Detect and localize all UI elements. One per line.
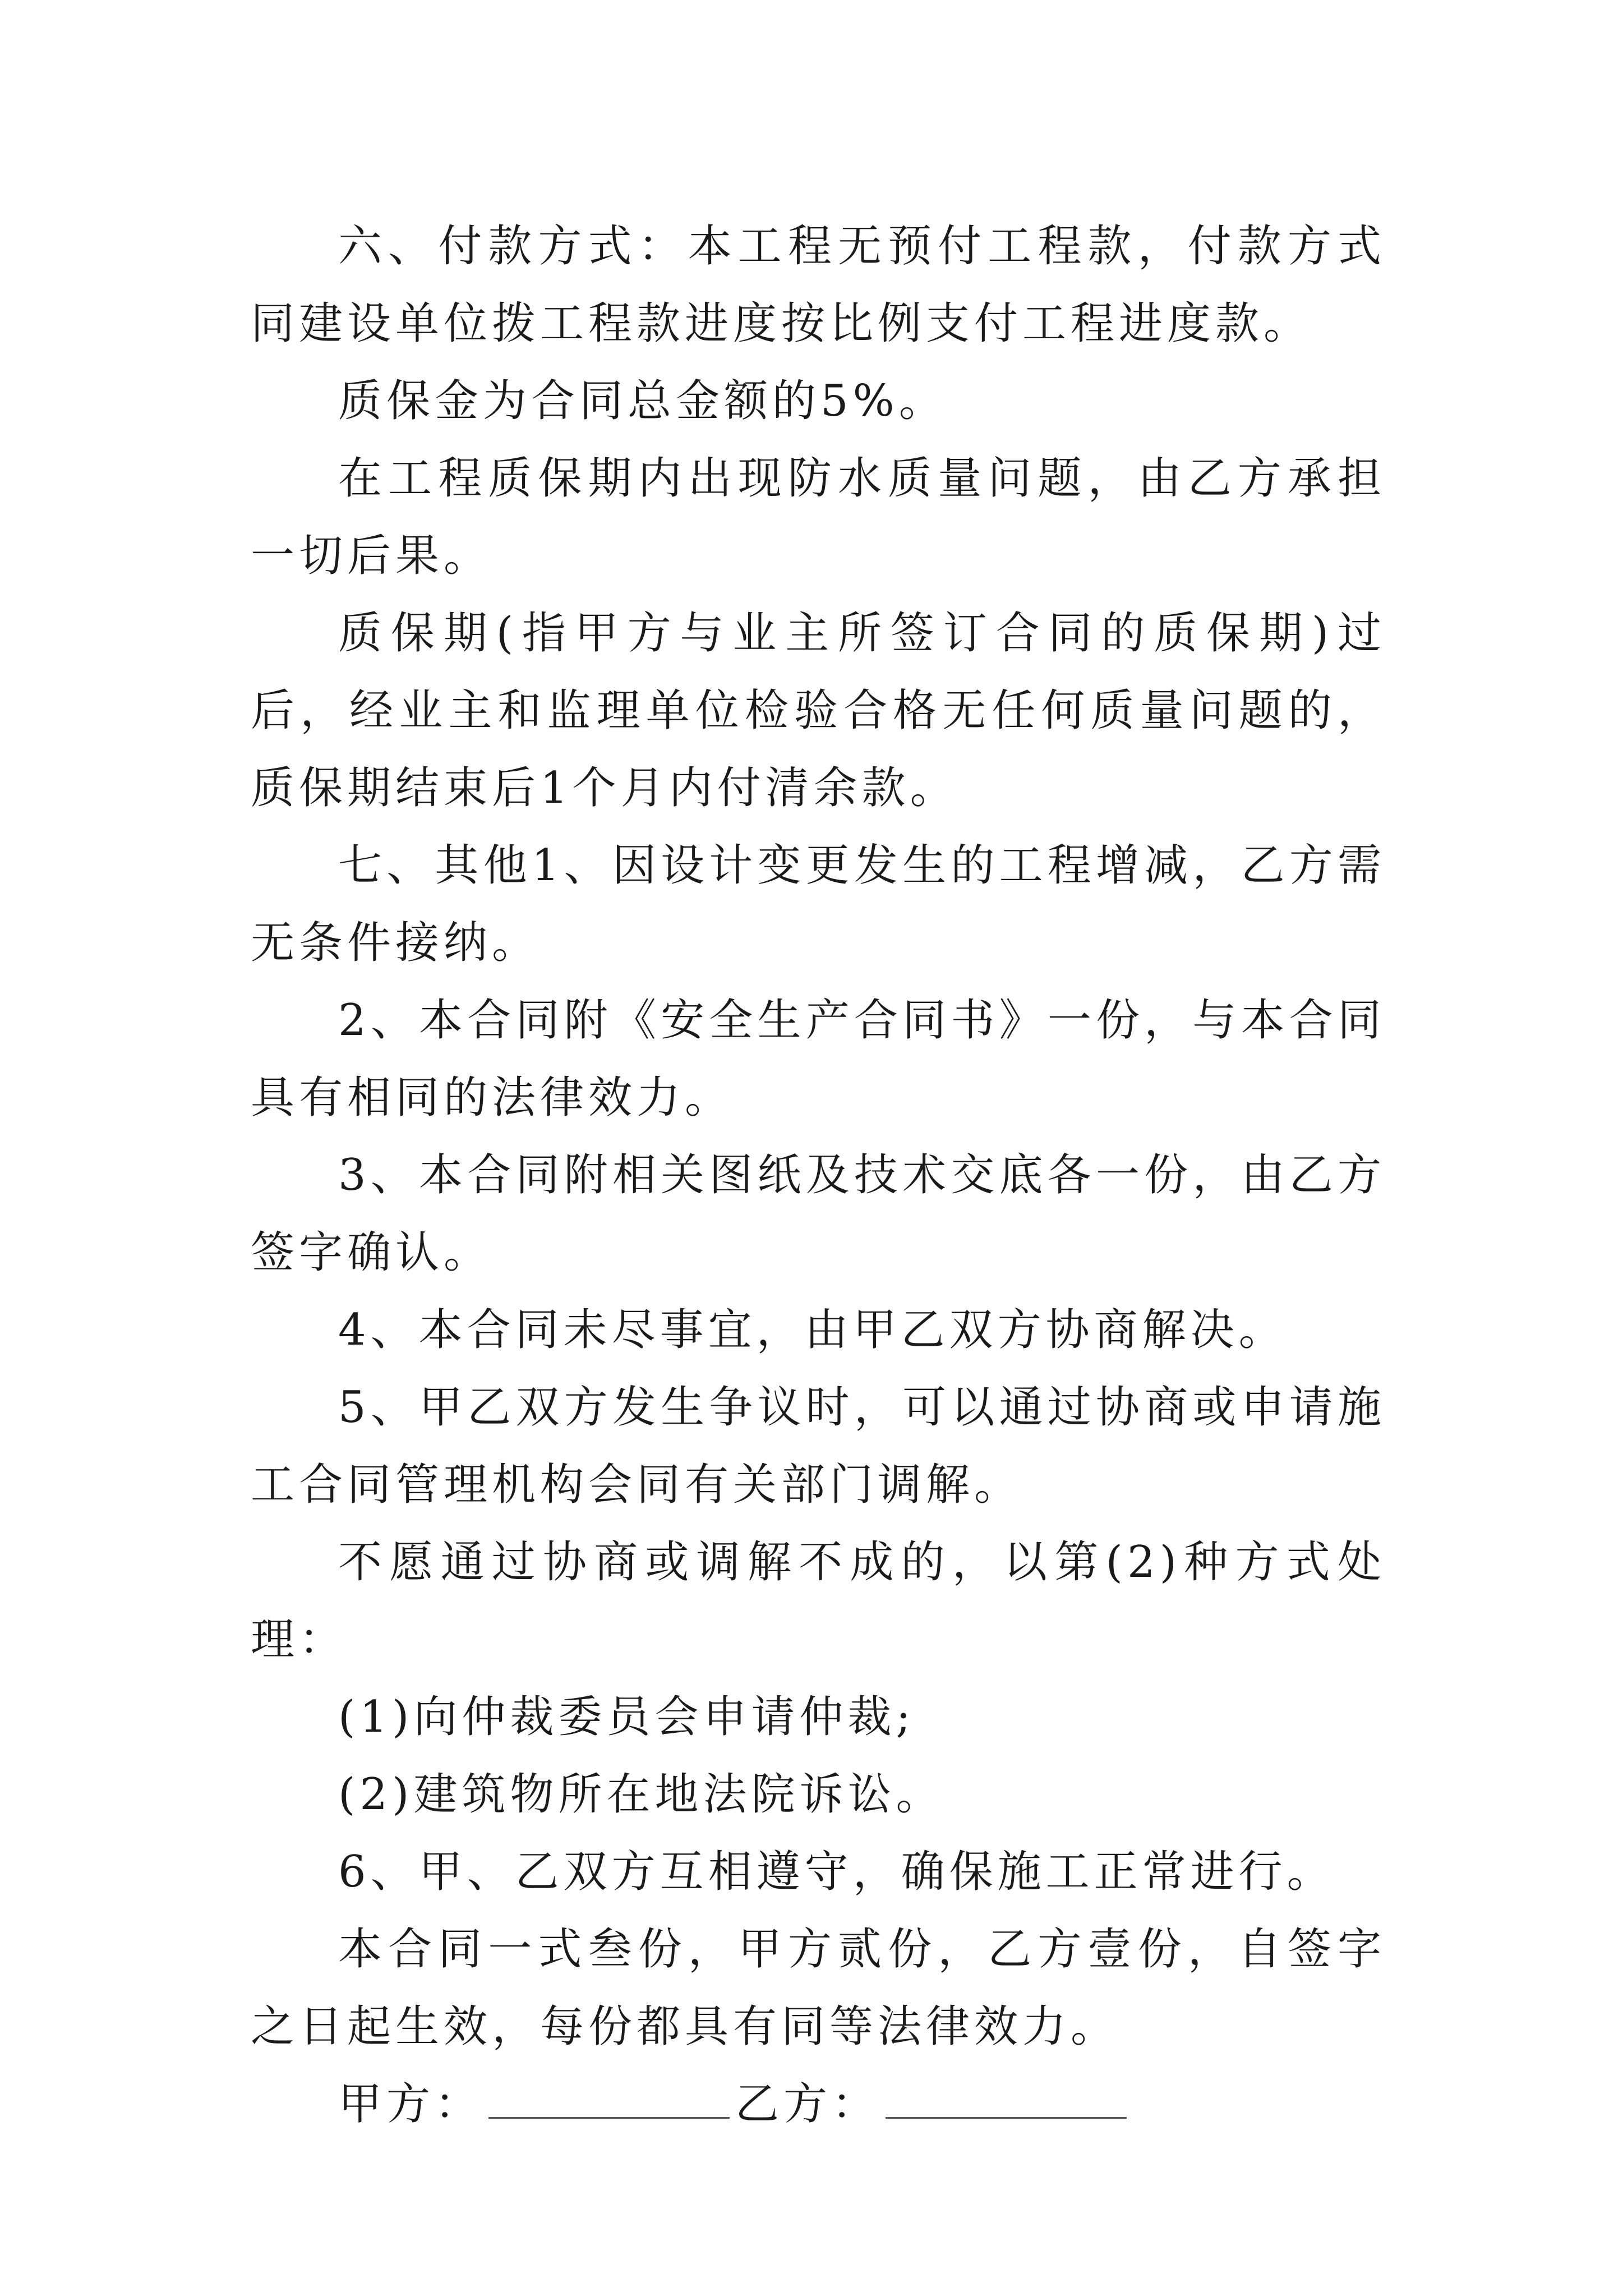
paragraph-copies: 本合同一式叁份，甲方贰份，乙方壹份，自签字之日起生效，每份都具有同等法律效力。 — [251, 1924, 1386, 2052]
signature-line — [251, 2065, 1386, 2143]
paragraph-other-2: 2、本合同附《安全生产合同书》一份，与本合同具有相同的法律效力。 — [251, 995, 1386, 1123]
paragraph-warranty-settlement: 质保期(指甲方与业主所签订合同的质保期)过后，经业主和监理单位检验合格无任何质量问题的，质保期结束后1个月内付清余款。 — [251, 608, 1386, 813]
paragraph-other-1: 七、其他1、因设计变更发生的工程增减，乙方需无条件接纳。 — [251, 840, 1386, 968]
paragraph-litigation: (2)建筑物所在地法院诉讼。 — [338, 1769, 944, 1820]
paragraph-warranty-responsibility: 在工程质保期内出现防水质量问题，由乙方承担一切后果。 — [251, 453, 1386, 581]
paragraph-other-6: 6、甲、乙双方互相遵守，确保施工正常进行。 — [338, 1847, 1335, 1897]
paragraph-dispute-method: 不愿通过协商或调解不成的，以第(2)种方式处理： — [251, 1537, 1386, 1665]
paragraph-retention-money: 质保金为合同总金额的5%。 — [338, 376, 947, 426]
party-b-label: 乙方： — [735, 2079, 880, 2129]
party-b-signature-blank[interactable] — [886, 2078, 1127, 2119]
paragraph-arbitration: (1)向仲裁委员会申请仲裁; — [338, 1692, 915, 1742]
paragraph-other-4: 4、本合同未尽事宜，由甲乙双方协商解决。 — [338, 1305, 1287, 1355]
party-a-label: 甲方： — [338, 2079, 483, 2129]
paragraph-payment-method: 六、付款方式：本工程无预付工程款，付款方式同建设单位拨工程款进度按比例支付工程进度款。 — [251, 221, 1386, 349]
paragraph-other-5: 5、甲乙双方发生争议时，可以通过协商或申请施工合同管理机构会同有关部门调解。 — [251, 1382, 1386, 1510]
document-body — [251, 208, 1386, 2143]
party-a-signature-blank[interactable] — [488, 2078, 730, 2119]
paragraph-other-3: 3、本合同附相关图纸及技术交底各一份，由乙方签字确认。 — [251, 1150, 1386, 1278]
